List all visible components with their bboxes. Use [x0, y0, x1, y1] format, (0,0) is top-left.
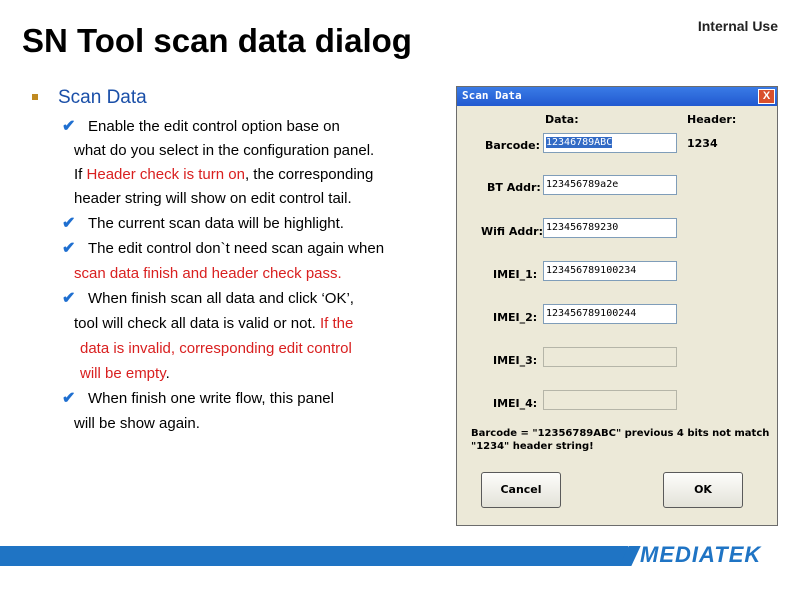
bullet-line: [74, 262, 342, 286]
main-bullet: [32, 86, 147, 110]
imei3-input[interactable]: [543, 347, 677, 367]
bullet-line: [74, 187, 352, 211]
bullet-line: [62, 387, 334, 411]
bullet-line: [74, 139, 374, 163]
checkmark-icon: ✔: [62, 215, 76, 232]
wifi-addr-input[interactable]: [543, 218, 677, 238]
ok-button[interactable]: OK: [663, 472, 743, 508]
validation-message: Barcode = "12356789ABC" previous 4 bits not match "1234" header string!: [471, 428, 770, 452]
internal-use-tag: Internal Use: [697, 18, 778, 34]
bullet-line: [62, 212, 344, 236]
bullet-text: .: [165, 365, 170, 382]
bullet-text: If: [74, 166, 87, 183]
dialog-title: Scan Data: [462, 89, 522, 102]
bullet-text: will be show again.: [74, 415, 200, 432]
imei2-label: IMEI_2:: [493, 311, 538, 324]
bullet-text-highlight: data is invalid, corresponding edit control: [80, 340, 352, 357]
imei3-label: IMEI_3:: [493, 354, 538, 367]
bt-addr-label: BT Addr:: [487, 181, 541, 194]
square-bullet-icon: [32, 94, 38, 100]
bullet-text-highlight: If the: [319, 315, 354, 332]
bullet-text: The current scan data will be highlight.: [88, 215, 344, 232]
header-column-header: Header:: [687, 113, 737, 126]
wifi-addr-value: 123456789230: [546, 222, 619, 233]
cancel-button[interactable]: Cancel: [481, 472, 561, 508]
bullet-line: [74, 312, 353, 336]
bullet-text: When finish scan all data and click ‘OK’,: [88, 290, 354, 307]
bullet-text: When finish one write flow, this panel: [88, 390, 334, 407]
barcode-value: 12346789ABC: [546, 137, 613, 148]
scan-data-dialog: [456, 86, 778, 526]
close-button[interactable]: [758, 89, 775, 104]
bullet-text: , the corresponding: [244, 166, 374, 183]
bullet-text: tool will check all data is valid or not.: [74, 315, 320, 332]
bullet-text-highlight: scan data finish and header check pass.: [74, 265, 342, 282]
checkmark-icon: ✔: [62, 118, 76, 135]
bullet-text-highlight: Header check is turn on: [86, 166, 245, 183]
checkmark-icon: ✔: [62, 390, 76, 407]
imei1-value: 123456789100234: [546, 265, 637, 276]
bullet-text: header string will show on edit control tail.: [74, 190, 352, 207]
bullet-line: [62, 237, 384, 261]
bullet-line: [80, 362, 170, 386]
imei2-input[interactable]: [543, 304, 677, 324]
dialog-titlebar[interactable]: [457, 87, 777, 106]
bullet-text: what do you select in the configuration panel.: [74, 142, 375, 159]
bt-addr-input[interactable]: [543, 175, 677, 195]
bullet-line: [80, 337, 352, 361]
imei1-input[interactable]: [543, 261, 677, 281]
bullet-line: [74, 163, 373, 187]
bullet-text-highlight: will be empty: [80, 365, 166, 382]
wifi-addr-label: Wifi Addr:: [481, 225, 543, 238]
footer-bar: [0, 546, 628, 566]
barcode-label: Barcode:: [485, 139, 541, 152]
checkmark-icon: ✔: [62, 240, 76, 257]
slide-title: SN Tool scan data dialog: [22, 22, 412, 59]
imei4-label: IMEI_4:: [493, 397, 538, 410]
imei2-value: 123456789100244: [546, 308, 637, 319]
imei4-input[interactable]: [543, 390, 677, 410]
header-value: 1234: [687, 137, 718, 150]
checkmark-icon: ✔: [62, 290, 76, 307]
barcode-input[interactable]: [543, 133, 677, 153]
bullet-line: [62, 115, 340, 139]
close-icon: X: [762, 90, 771, 102]
data-column-header: Data:: [545, 113, 579, 126]
bullet-text: The edit control don`t need scan again when: [88, 240, 385, 257]
bullet-heading: Scan Data: [58, 87, 147, 108]
imei1-label: IMEI_1:: [493, 268, 538, 281]
bullet-line: [74, 412, 200, 436]
mediatek-logo: MEDIATEK: [640, 542, 762, 567]
bullet-line: [62, 287, 354, 311]
bt-addr-value: 123456789a2e: [546, 179, 619, 190]
bullet-text: Enable the edit control option base on: [88, 118, 340, 135]
